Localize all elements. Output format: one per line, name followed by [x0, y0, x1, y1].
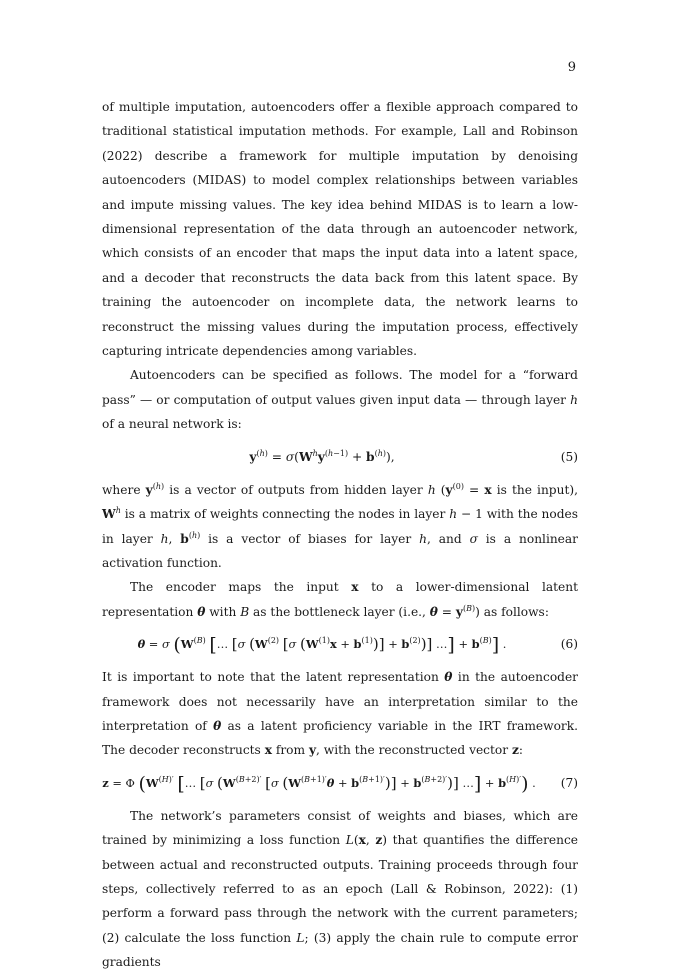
page-body: [102, 95, 578, 975]
equation-7-formula: z = Φ ($W^{(H)'}$ [… [σ ($W^{(B+2)'}$ [σ $(W^{(B+1)'}\theta + b^{(B+1)'})] + b^{(B+2)'}$)] …] + $b^{(H)'}$) .: [102, 772, 536, 795]
paragraph-4: The encoder maps the input x to a lower-dimensional latent representation θ with B as the bottleneck layer (i.e., $\theta = y^{(B)}$) as follows:: [102, 580, 578, 619]
equation-6: [102, 628, 578, 661]
equation-5-formula: $y^{(h)} = \sigma(W^hy^{(h-1)} + b^{(h)})$,: [249, 448, 395, 464]
equation-6-number: (6): [560, 637, 578, 652]
equation-7-number: (7): [560, 775, 578, 790]
paragraph-5: It is important to note that the latent representation θ in the autoencoder framework does not necessarily have an interpretation similar to the interpretation of θ as a latent proficiency variable in the IRT framework. The decoder reconstructs x from y, with the reconstructed vector z:: [102, 670, 579, 758]
equation-5: [102, 441, 578, 474]
paragraph-3: where $y^{(h)}$ is a vector of outputs from hidden layer h ($y^{(0)} = x$ is the input), $W^h$ is a matrix of weights connecting the nodes in layer h − 1 with the nodes in layer h, $b^{(h)}$ is a vector of biases for layer h, and σ is a nonlinear activation function.: [102, 481, 579, 570]
equation-5-number: (5): [560, 449, 578, 464]
equation-7: [102, 767, 578, 800]
paragraph-2: Autoencoders can be specified as follows. The model for a “forward pass” — or computation of output values given input data — through layer h of a neural network is:: [102, 368, 578, 432]
equation-6-formula: θ = σ ($W^{(B)}$ [… [σ ($W^{(2)}$ [σ $(W^{(1)}x + b^{(1)})] + b^{(2)}$)] …] + $b^{(B)}$] .: [137, 634, 507, 657]
page-number: 9: [567, 60, 576, 75]
paragraph-1: of multiple imputation, autoencoders offer a flexible approach compared to traditional statistical imputation methods. For example, Lall and Robinson (2022) describe a framework for multiple imputation by denoising autoencoders (MIDAS) to model complex relationships between variables and impute missing values. The key idea behind MIDAS is to learn a low-dimensional representation of the data through an autoencoder network, which consists of an encoder that maps the input data into a latent space, and a decoder that reconstructs the data back from this latent space. By training the autoencoder on incomplete data, the network learns to reconstruct the missing values during the imputation process, effectively capturing intricate dependencies among variables.: [102, 100, 578, 359]
paragraph-6: The network’s parameters consist of weights and biases, which are trained by minimizing a loss function L(x, z) that quantifies the difference between actual and reconstructed outputs. Training proceeds through four steps, collectively referred to as an epoch (Lall & Robinson, 2022): (1) perform a forward pass through the network with the current parameters; (2) calculate the loss function L; (3) apply the chain rule to compute error gradients: [102, 808, 578, 970]
